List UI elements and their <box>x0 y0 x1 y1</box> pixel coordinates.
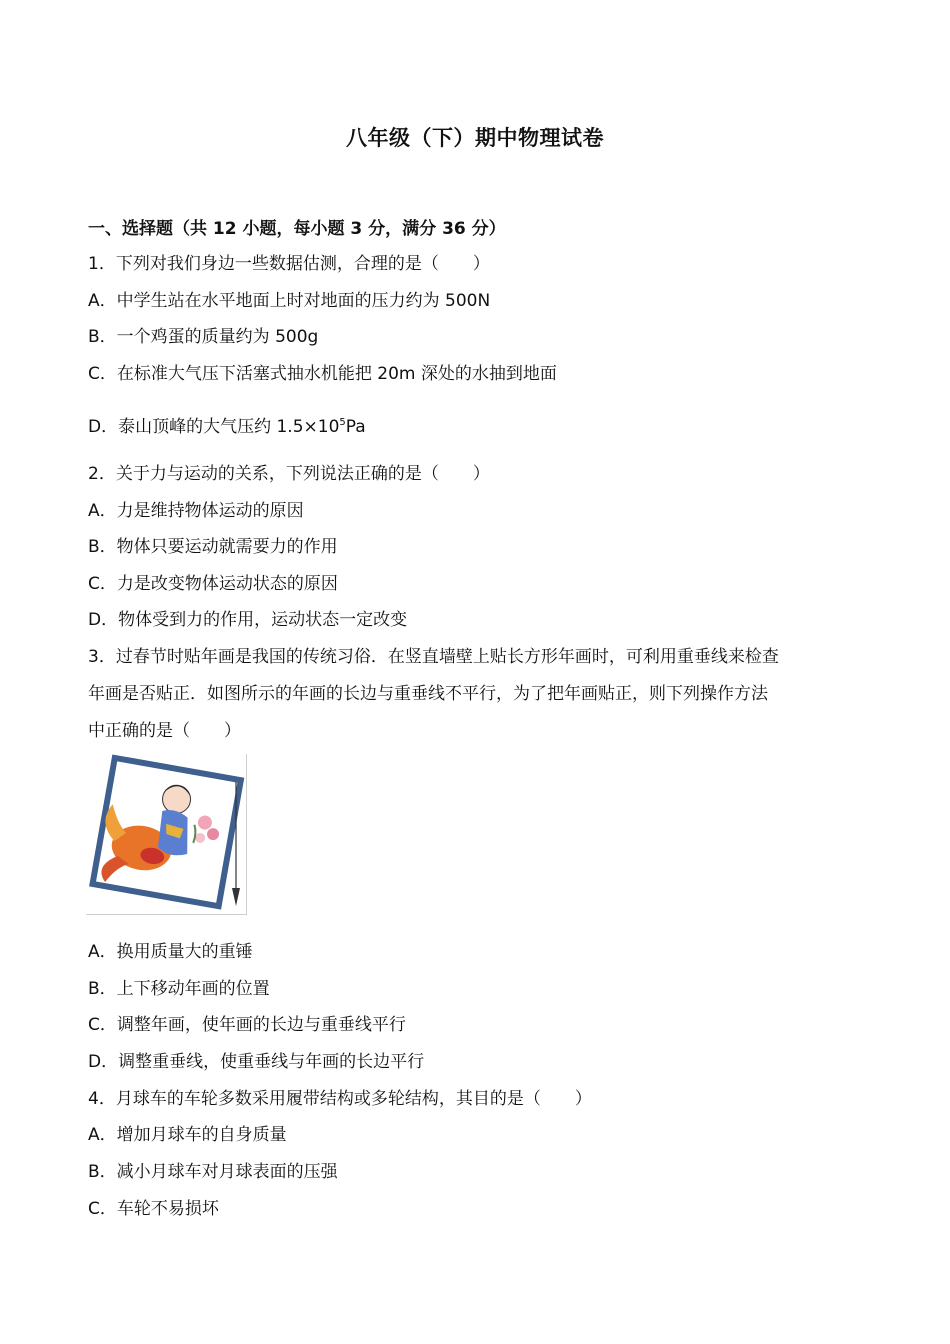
q1-option-c: C．在标准大气压下活塞式抽水机能把 20m 深处的水抽到地面 <box>88 364 557 384</box>
q2-stem: 2．关于力与运动的关系，下列说法正确的是（ ） <box>88 464 490 484</box>
q3-stem-line-2: 年画是否贴正．如图所示的年画的长边与重垂线不平行，为了把年画贴正，则下列操作方法 <box>88 684 768 704</box>
q4-option-b: B．减小月球车对月球表面的压强 <box>88 1162 338 1182</box>
q2-option-c: C．力是改变物体运动状态的原因 <box>88 574 338 594</box>
painting-illustration <box>86 754 246 914</box>
q3-option-c: C．调整年画，使年画的长边与重垂线平行 <box>88 1015 406 1035</box>
q2-option-d: D．物体受到力的作用，运动状态一定改变 <box>88 610 408 630</box>
plumb-bob <box>232 888 240 906</box>
q1-option-d-text: D．泰山顶峰的大气压约 1.5×10 <box>88 417 340 437</box>
new-year-painting-figure <box>86 754 247 915</box>
q3-option-d: D．调整重垂线，使重垂线与年画的长边平行 <box>88 1052 425 1072</box>
section-heading: 一、选择题（共 12 小题，每小题 3 分，满分 36 分） <box>88 219 506 239</box>
q3-option-b: B．上下移动年画的位置 <box>88 979 270 999</box>
q2-option-a: A．力是维持物体运动的原因 <box>88 501 304 521</box>
q1-option-d-unit: Pa <box>345 417 366 437</box>
q1-option-d <box>88 411 366 439</box>
q1-option-a: A．中学生站在水平地面上时对地面的压力约为 500N <box>88 291 491 311</box>
q1-option-d-exponent: 5 <box>339 417 346 428</box>
page-title: 八年级（下）期中物理试卷 <box>346 126 604 150</box>
q4-option-c: C．车轮不易损坏 <box>88 1199 219 1219</box>
q2-option-b: B．物体只要运动就需要力的作用 <box>88 537 338 557</box>
q3-stem-line-1: 3．过春节时贴年画是我国的传统习俗．在竖直墙壁上贴长方形年画时，可利用重垂线来检查 <box>88 647 779 667</box>
q4-option-a: A．增加月球车的自身质量 <box>88 1125 287 1145</box>
q1-stem: 1．下列对我们身边一些数据估测，合理的是（ ） <box>88 254 490 274</box>
q4-stem: 4．月球车的车轮多数采用履带结构或多轮结构，其目的是（ ） <box>88 1089 592 1109</box>
q3-stem-line-3: 中正确的是（ ） <box>88 721 241 741</box>
q1-option-b: B．一个鸡蛋的质量约为 500g <box>88 327 319 347</box>
q3-option-a: A．换用质量大的重锤 <box>88 942 253 962</box>
